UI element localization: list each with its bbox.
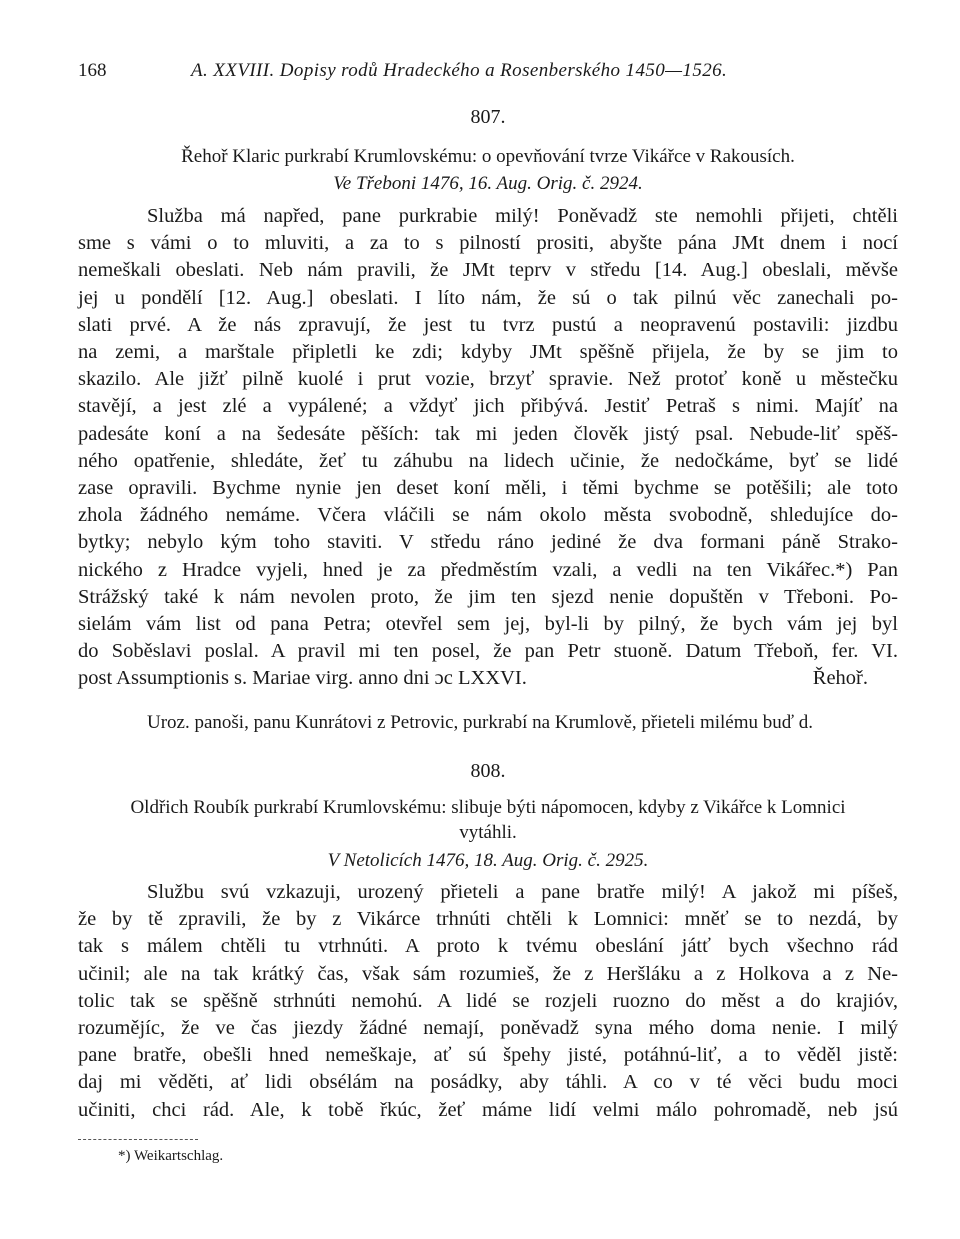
body-line: učinil; ale na tak krátký čas, však sám rozumieš, že z Heršláku a z Holkova a z Ne- (78, 962, 898, 985)
body-line: daj mi věděti, ať lidi obsélám na posádky, aby táhli. A co v té věci budu moci (78, 1071, 898, 1094)
body-line: tolic tak se spěšně strhnúti nemohú. A lidé se rozjeli ruozno do měst a do krajióv, (78, 989, 898, 1012)
body-line: na zemi, a marštale připletli ke zdi; kdyby JMt spěšně přijela, že by se jim to (78, 341, 898, 364)
letter-title-line1: Oldřich Roubík purkrabí Krumlovskému: slibuje býti nápomocen, kdyby z Vikářce k Lomnici (130, 797, 846, 818)
body-line: pane bratře, obešli hned nemeškaje, ať sú špehy jisté, potáhnú-liť, a to věděl jistě: (78, 1044, 898, 1067)
letter-807-address (78, 712, 898, 734)
body-line: skazilo. Ale jižť pilně kuolé i prut vozie, brzyť spravie. Než protoť koně u městečku (78, 368, 898, 391)
letter-807-place (78, 173, 898, 195)
body-line-last (78, 665, 898, 692)
body-line: rozumějíc, že ve čas jiezdy žádné nemají, poněvadž syna mého doma nenie. I milý (78, 1017, 898, 1040)
letter-808 (78, 760, 898, 783)
body-line: zase opravili. Bychme nynie jen deset koní měli, i těmi bychme se potěšili; ale toto (78, 477, 898, 500)
body-line: Strážský také k nám nevolen proto, že jim ten sjezd nenie dopuštěn v Třeboni. Po- (78, 585, 898, 608)
letter-807 (78, 106, 898, 129)
body-line: padesáte koní a na šedesáte pěších: tak mi jeden člověk jistý psal. Nebude-liť spěš- (78, 422, 898, 445)
body-line: stavějí, a jest zlé a vypálené; a vždyť jich přibývá. Jestiť Petraš s nimi. Majíť na (78, 395, 898, 418)
body-line: Službu svú vzkazuji, urozený přieteli a pane bratře milý! A jakož mi píšeš, (147, 881, 898, 903)
letter-807-body (78, 203, 898, 693)
body-line: jej u pondělí [12. Aug.] obeslati. I líto nám, že sú o tak pilnú věc zanechali po- (78, 286, 898, 309)
body-line: zhola žádného nemáme. Včera vláčili se nám okolo města svobodně, shledujíce do- (78, 504, 898, 527)
signature: Řehoř. (812, 667, 868, 690)
letter-808-title (78, 795, 898, 845)
body-line: že by tě zpravili, že by z Vikárce trhnúti chtěli k Lomnici: mněť se to nezdá, by (78, 908, 898, 931)
letter-number: 808. (470, 760, 506, 782)
footnote: *) Weikartschlag. (118, 1148, 224, 1164)
letter-808-body (78, 879, 898, 1124)
letter-address: Uroz. panoši, panu Kunrátovi z Petrovic, purkrabí na Krumlově, přieteli milému buď d. (147, 712, 814, 733)
body-line: sme s vámi o to mluviti, a za to s pilností prositi, abyšte pána JMt dnem i nocí (78, 232, 898, 255)
body-line: sielám vám list od pana Petra; otevřel sem jej, byl-li by pilný, že bych vám jej byl (78, 613, 898, 636)
body-line: učiniti, chci rád. Ale, k tobě řkúc, žeť máme lidí velmi málo pohromadě, neb jsú (78, 1098, 898, 1121)
page-header (78, 60, 898, 90)
page-number: 168 (78, 60, 107, 81)
letter-title: Řehoř Klaric purkrabí Krumlovskému: o opevňování tvrze Vikářce v Rakousích. (181, 146, 795, 167)
body-line: ného opatřenie, shledáte, žeť tu záhubu na lidech učinie, že nedočkáme, byť se lidé (78, 449, 898, 472)
body-line: nemeškali obeslati. Neb nám pravili, že JMt teprv v středu [14. Aug.] obeslali, měvše (78, 259, 898, 282)
letter-807-title (78, 144, 898, 169)
running-title: A. XXVIII. Dopisy rodů Hradeckého a Rosenberského 1450—1526. (191, 60, 728, 81)
letter-number: 807. (470, 106, 506, 128)
body-line: tak s málem chtěli tu vtrhnúti. A proto k tvému obeslání játť bych všechno rád (78, 935, 898, 958)
body-line: do Soběslavi poslal. A pravil mi ten posel, že pan Petr stuoně. Datum Třeboň, fer. VI. (78, 640, 898, 663)
letter-808-place (78, 850, 898, 872)
letter-place-date: Ve Třeboni 1476, 16. Aug. Orig. č. 2924. (333, 173, 643, 194)
body-line: Služba má napřed, pane purkrabie milý! Poněvadž ste nemohli přijeti, chtěli (147, 205, 898, 227)
body-line: post Assumptionis s. Mariae virg. anno dni ɔc LXXVI. (78, 667, 527, 690)
body-line: slati prvé. A že nás zpravují, že jest tu tvrz pustú a neopravenú postavili: jizdbu (78, 313, 898, 336)
letter-place-date: V Netolicích 1476, 18. Aug. Orig. č. 2925. (327, 850, 649, 871)
letter-title-line2: vytáhli. (459, 822, 517, 843)
body-line: bytky; nebylo kým toho staviti. V středu ráno jediné že dva formani páně Strako- (78, 531, 898, 554)
body-line: nického z Hradce vyjeli, hned je za předměstím vzali, a vedli na ten Vikářec.*) Pan (78, 558, 898, 581)
footnote-rule (78, 1139, 198, 1140)
